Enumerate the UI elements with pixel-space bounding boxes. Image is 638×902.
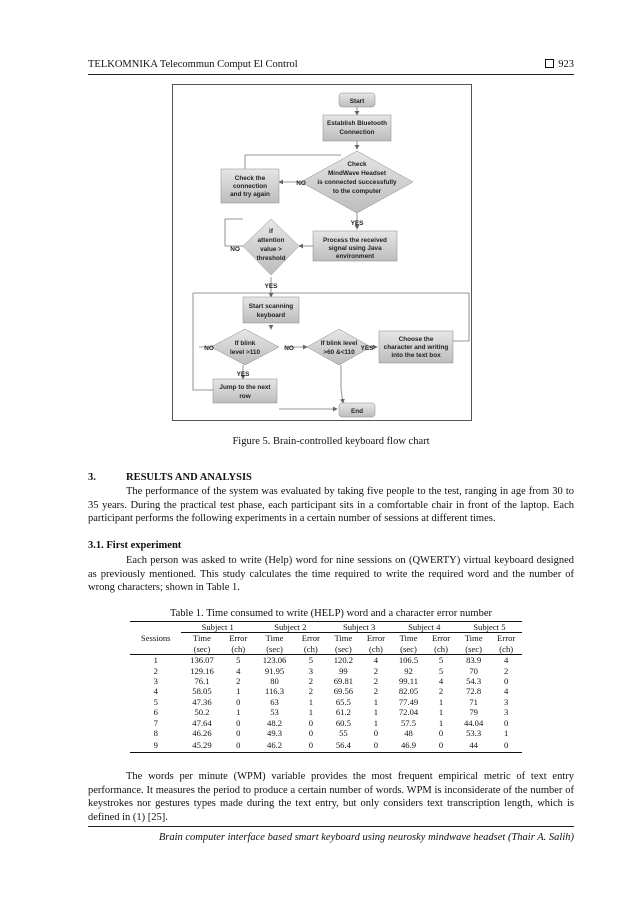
error-unit: (ch) (223, 644, 255, 655)
session-cell: 6 (153, 707, 158, 718)
time-cell: 44 (457, 738, 491, 753)
time-cell: 54.3 (466, 676, 482, 687)
table-row (130, 686, 522, 696)
time-cell: 92 (404, 665, 413, 676)
no-label-4: NO (284, 345, 294, 352)
error-unit: (ch) (295, 644, 327, 655)
time-cell: 120.2 (333, 655, 354, 666)
results-table (130, 621, 522, 753)
scan-line-1: Start scanning (248, 303, 294, 310)
choose-line-2: character and writing (383, 344, 449, 351)
error-cell: 1 (308, 696, 313, 707)
error-cell: 0 (295, 738, 327, 753)
session-cell: 5 (153, 696, 158, 707)
scan-line-2: keyboard (256, 312, 286, 319)
bluetooth-line-1: Establish Bluetooth (326, 120, 388, 127)
error-cell: 2 (504, 665, 509, 676)
session-cell: 4 (153, 686, 158, 697)
yes-label-3: YES (360, 345, 374, 352)
time-cell: 49.3 (267, 728, 283, 739)
check-line-2: MindWave Headset (327, 170, 387, 177)
error-cell: 0 (236, 717, 241, 728)
section-title: RESULTS AND ANALYSIS (126, 472, 252, 483)
error-cell: 0 (504, 676, 509, 687)
time-cell: 72.8 (466, 686, 482, 697)
jump-line-2: row (239, 393, 251, 400)
time-cell: 56.4 (327, 738, 361, 753)
time-cell: 53 (270, 707, 279, 718)
time-header: Time (265, 633, 284, 644)
session-cell: 3 (153, 676, 158, 687)
time-unit: (sec) (181, 644, 222, 655)
table-row (130, 655, 522, 666)
time-cell: 71 (469, 696, 478, 707)
table-body (130, 655, 522, 753)
error-cell: 4 (504, 655, 509, 666)
table-row (130, 697, 522, 707)
subject-2-header: Subject 2 (254, 622, 327, 633)
table-row (130, 728, 522, 738)
error-cell: 2 (373, 676, 379, 687)
error-cell: 2 (308, 676, 313, 687)
error-cell: 1 (504, 728, 509, 739)
check-line-4: to the computer (332, 188, 382, 195)
blink-110-diamond (211, 329, 279, 365)
choose-line-3: into the text box (391, 352, 441, 359)
time-cell: 72.04 (398, 707, 419, 718)
time-cell: 79 (469, 707, 478, 718)
error-header: Error (497, 633, 516, 644)
error-cell: 0 (236, 696, 241, 707)
error-cell: 0 (308, 717, 313, 728)
table-row (130, 718, 522, 728)
no-label-3: NO (204, 345, 214, 352)
error-cell: 5 (308, 655, 313, 666)
session-cell: 7 (153, 717, 158, 728)
process-line-3: environment (335, 253, 375, 260)
error-cell: 3 (504, 696, 509, 707)
error-header: Error (229, 633, 248, 644)
choose-line-1: Choose the (398, 336, 434, 343)
time-cell: 82.05 (398, 686, 419, 697)
time-cell: 60.5 (335, 717, 351, 728)
error-cell: 2 (438, 686, 444, 697)
subject-1-header: Subject 1 (181, 622, 254, 633)
time-cell: 91.95 (264, 665, 285, 676)
error-unit: (ch) (360, 644, 392, 655)
yes-label-2: YES (264, 283, 278, 290)
time-cell: 46.26 (192, 728, 212, 739)
time-cell: 45.29 (181, 738, 222, 753)
flowchart-svg (173, 85, 471, 420)
table-row (130, 676, 522, 686)
start-label: Start (349, 98, 365, 105)
error-cell: 1 (236, 686, 241, 697)
process-line-1: Process the received (323, 237, 387, 244)
error-cell: 3 (308, 665, 313, 676)
time-cell: 53.3 (466, 728, 482, 739)
time-cell: 70 (469, 665, 478, 676)
retry-line-2: connection (232, 183, 268, 190)
blink2-line-2: >60 &<110 (323, 349, 355, 356)
time-cell: 69.81 (333, 676, 354, 687)
time-cell: 55 (339, 728, 348, 739)
time-unit: (sec) (392, 644, 426, 655)
error-cell: 1 (236, 707, 241, 718)
error-cell: 0 (425, 738, 457, 753)
footer-rule (88, 826, 574, 827)
time-header: Time (464, 633, 483, 644)
blink1-line-1: If blink (234, 340, 256, 347)
error-header: Error (366, 633, 386, 644)
error-cell: 2 (236, 676, 241, 687)
yes-label-1: YES (350, 220, 364, 227)
no-label-2: NO (230, 246, 240, 253)
time-cell: 47.64 (192, 717, 212, 728)
check-line-1: Check (347, 161, 367, 168)
error-cell: 2 (373, 665, 379, 676)
time-header: Time (334, 633, 353, 644)
subject-5-header: Subject 5 (457, 622, 522, 633)
time-cell: 58.05 (192, 686, 212, 697)
process-line-2: signal using Java (328, 245, 382, 252)
time-cell: 129.16 (190, 665, 214, 676)
error-cell: 5 (438, 655, 444, 666)
time-cell: 69.56 (333, 686, 354, 697)
jump-line-1: Jump to the next (219, 384, 271, 391)
session-cell: 1 (153, 655, 158, 666)
retry-line-1: Check the (234, 175, 266, 182)
error-cell: 0 (223, 738, 255, 753)
error-cell: 0 (504, 717, 509, 728)
error-cell: 3 (504, 707, 509, 718)
end-label: End (350, 408, 364, 415)
error-cell: 1 (308, 707, 313, 718)
table-row (130, 738, 522, 753)
subsection-number: 3.1. (88, 540, 104, 551)
error-cell: 1 (373, 717, 379, 728)
no-label-1: NO (296, 180, 306, 187)
header-rule (88, 74, 574, 75)
table-caption: Table 1. Time consumed to write (HELP) word and a character error number (169, 608, 493, 619)
time-cell: 48 (404, 728, 413, 739)
table-row (130, 707, 522, 717)
time-cell: 77.49 (398, 696, 419, 707)
time-cell: 80 (270, 676, 279, 687)
attention-line-1: if (269, 228, 273, 235)
figure-caption: Figure 5. Brain-controlled keyboard flow chart (232, 436, 430, 447)
attention-line-4: threshold (256, 255, 286, 262)
time-cell: 57.5 (400, 717, 417, 728)
time-unit: (sec) (327, 644, 361, 655)
error-cell: 5 (236, 655, 241, 666)
error-cell: 4 (504, 686, 509, 697)
error-cell: 2 (373, 686, 379, 697)
error-cell: 0 (490, 738, 522, 753)
paragraph-1: The performance of the system was evaluated by taking five people to the test, ranging in age from 30 to 35 years. During the practical test phase, each participant sits in a comfortable chair in front of the laptop. Each participant performs the following experiments in a certain number of sessions at different times. (88, 486, 574, 525)
blink2-line-1: If blink level (320, 340, 358, 347)
time-cell: 136.07 (190, 655, 214, 666)
paragraph-3: The words per minute (WPM) variable provides the most frequent empirical metric of text entry performance. It measures the period to produce a certain number of words. WPM is inconsiderate of the number of keystrokes nor gestures types made during the text entry, but only considers text transcription length, which is defined in (1) [25]. (88, 771, 574, 823)
paragraph-2: Each person was asked to write (Help) word for nine sessions on (QWERTY) virtual keyboard designed as previously mentioned. This study calculates the time required to write the required word and the number of wrong characters; shown in Table 1. (88, 555, 574, 594)
error-cell: 1 (373, 707, 379, 718)
bluetooth-line-2: Connection (339, 129, 375, 136)
time-cell: 83.9 (466, 655, 482, 666)
session-cell: 8 (153, 728, 158, 739)
time-cell: 50.2 (194, 707, 210, 718)
page-number: 923 (558, 59, 574, 70)
table-row (130, 666, 522, 676)
time-unit: (sec) (457, 644, 491, 655)
table-header-subjects (130, 622, 522, 633)
error-header: Error (431, 633, 451, 644)
running-footer: Brain computer interface based smart keyboard using neurosky mindwave headset (Thair A. Salih) (158, 832, 574, 843)
time-cell: 65.5 (335, 696, 351, 707)
subsection-title: First experiment (106, 540, 182, 551)
error-cell: 0 (373, 728, 379, 739)
page-number-group (545, 59, 574, 70)
blink1-line-2: level >110 (229, 349, 261, 356)
journal-name: TELKOMNIKA Telecommun Comput El Control (88, 59, 298, 70)
check-line-3: is connected successfully (317, 179, 397, 186)
error-unit: (ch) (425, 644, 457, 655)
time-header: Time (399, 633, 418, 644)
error-cell: 4 (438, 676, 444, 687)
error-cell: 5 (438, 665, 444, 676)
attention-line-3: value > (260, 246, 282, 253)
error-cell: 1 (438, 707, 444, 718)
start-scanning-node (243, 297, 299, 323)
time-cell: 106.5 (398, 655, 419, 666)
yes-label-4: YES (236, 371, 250, 378)
time-cell: 99.11 (398, 676, 419, 687)
error-cell: 0 (308, 728, 313, 739)
retry-line-3: and try again (230, 191, 270, 198)
error-cell: 4 (373, 655, 379, 666)
session-cell: 9 (130, 738, 181, 753)
time-cell: 46.2 (254, 738, 295, 753)
time-cell: 76.1 (194, 676, 210, 687)
time-cell: 61.2 (335, 707, 351, 718)
subject-3-header: Subject 3 (327, 622, 392, 633)
time-cell: 63 (270, 696, 279, 707)
time-cell: 44.04 (463, 717, 484, 728)
session-cell: 2 (153, 665, 158, 676)
table-header-metrics (130, 633, 522, 644)
subject-4-header: Subject 4 (392, 622, 457, 633)
error-unit: (ch) (490, 644, 522, 655)
error-cell: 1 (438, 717, 444, 728)
time-cell: 99 (339, 665, 348, 676)
error-cell: 1 (373, 696, 379, 707)
time-cell: 47.36 (192, 696, 212, 707)
error-cell: 0 (236, 728, 241, 739)
section-heading (88, 472, 252, 483)
time-unit: (sec) (254, 644, 295, 655)
section-number: 3. (88, 472, 96, 483)
subsection-heading (88, 540, 181, 551)
time-cell: 48.2 (267, 717, 283, 728)
bluetooth-node (323, 115, 391, 141)
error-header: Error (301, 633, 320, 644)
time-cell: 46.9 (392, 738, 426, 753)
error-cell: 4 (236, 665, 241, 676)
error-cell: 0 (360, 738, 392, 753)
sessions-header: Sessions (140, 633, 171, 644)
error-cell: 0 (438, 728, 444, 739)
flowchart-figure (172, 84, 472, 421)
time-cell: 123.06 (262, 655, 287, 666)
time-cell: 116.3 (265, 686, 285, 697)
error-cell: 2 (308, 686, 313, 697)
table-header-units (130, 644, 522, 655)
error-cell: 1 (438, 696, 444, 707)
checkbox-square-icon (545, 59, 554, 68)
attention-line-2: attention (257, 237, 285, 244)
time-header: Time (193, 633, 211, 644)
